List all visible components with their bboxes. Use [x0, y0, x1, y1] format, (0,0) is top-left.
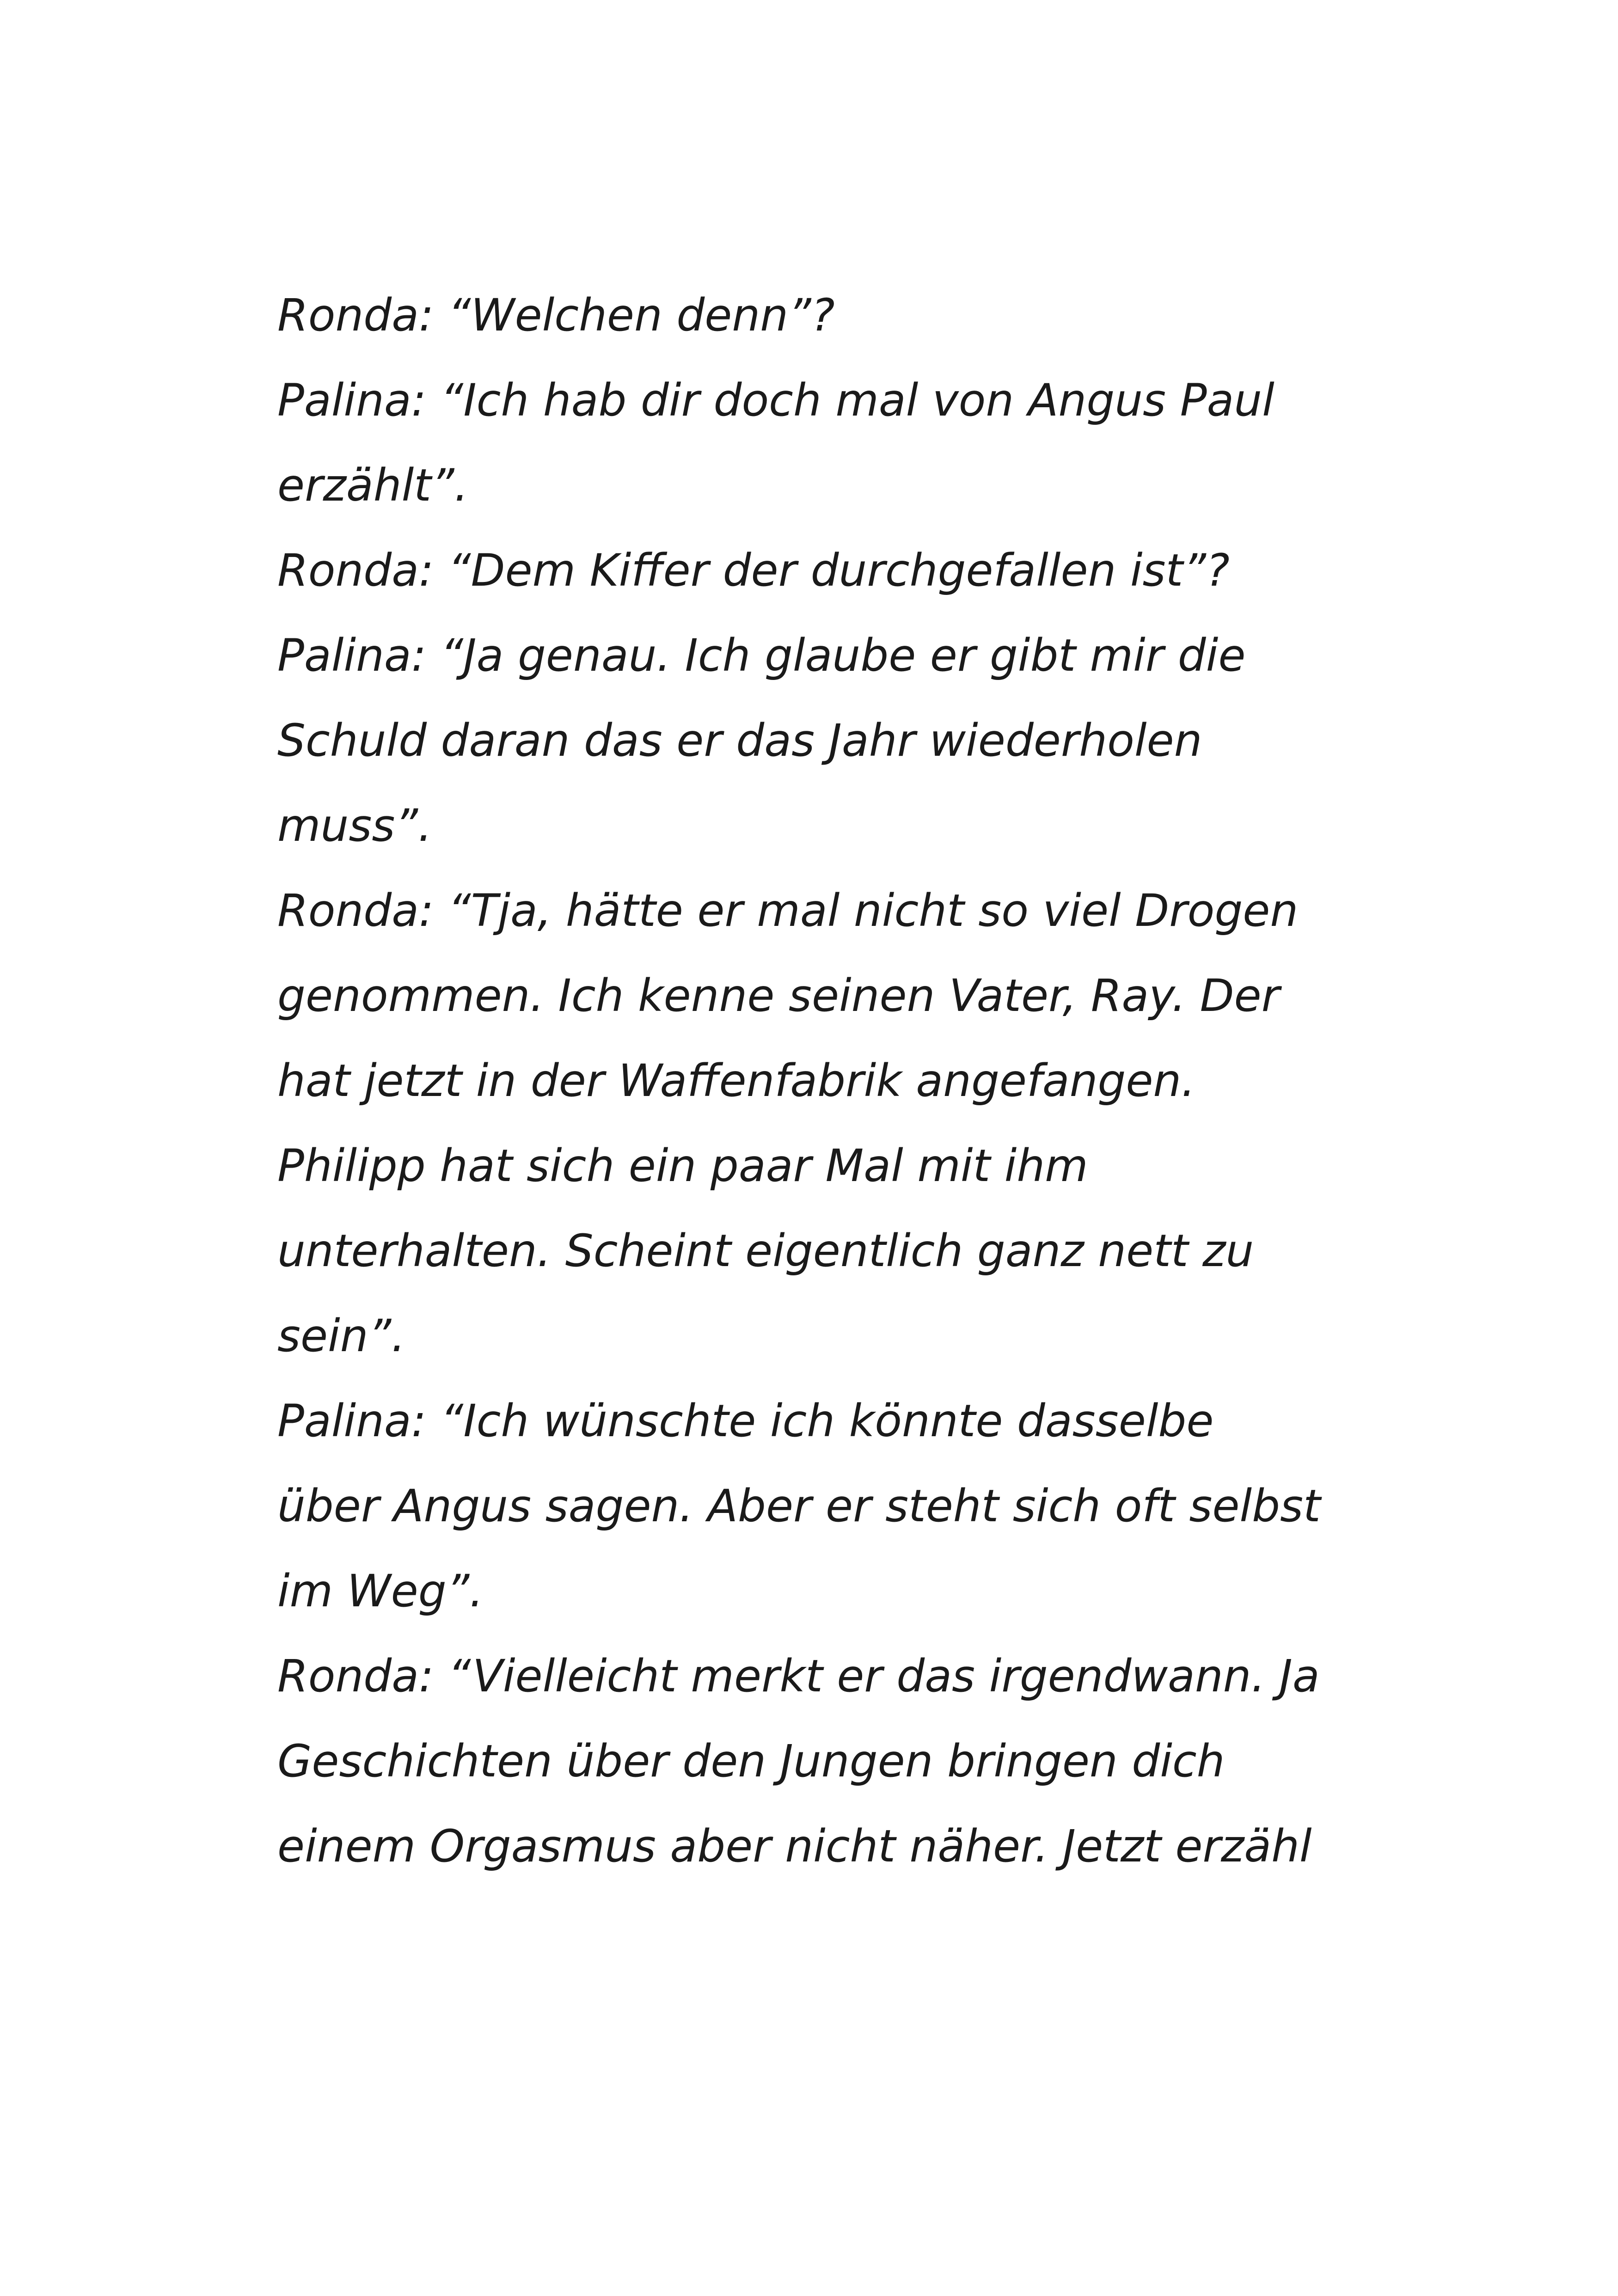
text-line: unterhalten. Scheint eigentlich ganz nett zu	[277, 1225, 1254, 1277]
text-line: Philipp hat sich ein paar Mal mit ihm	[277, 1140, 1088, 1192]
dialogue-text	[277, 273, 1364, 1889]
text-line: hat jetzt in der Waffenfabrik angefangen.	[277, 1055, 1195, 1107]
text-line: sein”.	[277, 1310, 405, 1362]
text-line: Palina: “Ich hab dir doch mal von Angus Paul	[277, 374, 1275, 426]
text-line: Palina: “Ich wünschte ich könnte dasselbe	[277, 1395, 1214, 1447]
text-line: muss”.	[277, 800, 432, 851]
text-line: Palina: “Ja genau. Ich glaube er gibt mir die	[277, 630, 1246, 681]
text-line: Ronda: “Dem Kiffer der durchgefallen ist”?	[277, 545, 1230, 596]
text-line: genommen. Ich kenne seinen Vater, Ray. Der	[277, 970, 1280, 1022]
text-line: Ronda: “Welchen denn”?	[277, 289, 835, 341]
text-line: über Angus sagen. Aber er steht sich oft selbst	[277, 1480, 1321, 1532]
text-line: erzählt”.	[277, 459, 469, 511]
text-line: im Weg”.	[277, 1565, 484, 1617]
text-line: Schuld daran das er das Jahr wiederholen	[277, 715, 1202, 766]
text-line: Geschichten über den Jungen bringen dich	[277, 1735, 1225, 1787]
text-line: einem Orgasmus aber nicht näher. Jetzt erzähl	[277, 1820, 1312, 1872]
text-line: Ronda: “Vielleicht merkt er das irgendwann. Ja	[277, 1650, 1320, 1702]
text-line: Ronda: “Tja, hätte er mal nicht so viel Drogen	[277, 885, 1299, 937]
